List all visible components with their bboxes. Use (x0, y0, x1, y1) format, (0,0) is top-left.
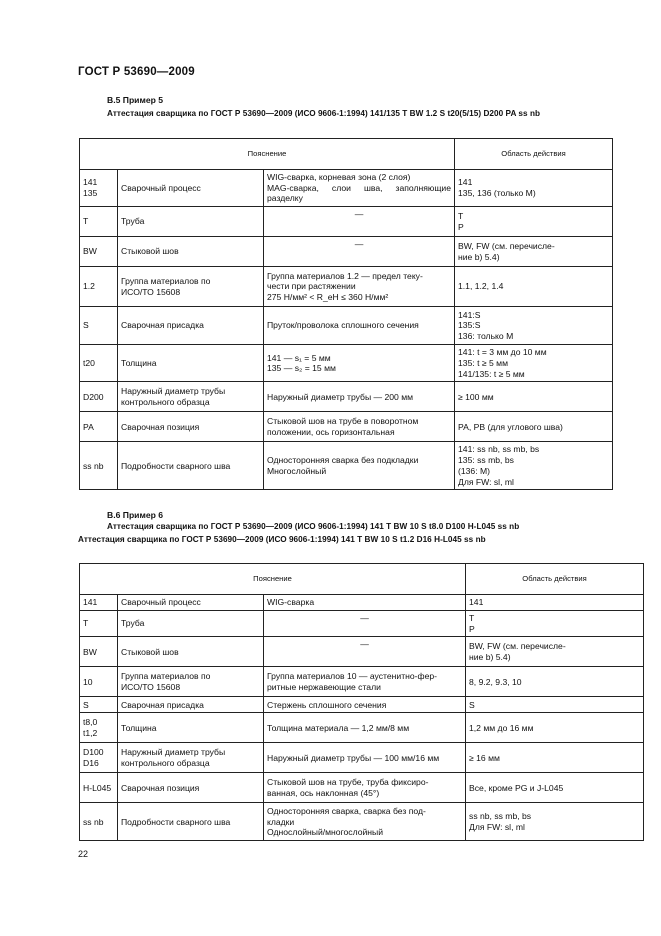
row-scope-cell (455, 207, 613, 237)
table-row (80, 237, 613, 267)
cell-line: Наружный диаметр трубы — 200 мм (267, 391, 414, 402)
cell-line: — (360, 613, 369, 623)
row-code-cell (80, 697, 118, 713)
cell-line: MAG-сварка, слои шва, заполняющие разделку (267, 182, 452, 204)
cell-line: BW, FW (см. перечисле- (458, 240, 555, 251)
cell-line: 135:S (458, 320, 481, 331)
row-code-cell (80, 442, 118, 490)
row-detail-cell (264, 803, 466, 841)
table-row (80, 412, 613, 442)
cell-line: 135, 136 (только М) (458, 188, 536, 199)
cell-line: Стыковой шов на трубе, труба фиксиро- (267, 777, 429, 788)
row-code-cell (80, 412, 118, 442)
row-label-cell (118, 207, 264, 237)
cell-line: Наружный диаметр трубы (121, 386, 226, 397)
row-detail-cell (264, 345, 455, 382)
section-5-subtitle: Аттестация сварщика по ГОСТ Р 53690—2009 (ИСО 9606-1:1994) 141/135 T BW 1.2 S t20(5/15) D200 PA ss nb (107, 109, 541, 118)
cell-line: 275 Н/мм² < R_eH ≤ 360 Н/мм² (267, 292, 389, 303)
cell-line: контрольного образца (121, 396, 210, 407)
cell-line: Толщина (121, 357, 157, 368)
cell-line: D100 (83, 747, 104, 758)
table-row (80, 611, 644, 637)
cell-line: Сварочная присадка (121, 320, 204, 331)
table-row (80, 667, 644, 697)
row-code-cell (80, 667, 118, 697)
table-row (80, 773, 644, 803)
row-code-cell (80, 803, 118, 841)
row-scope-cell (466, 637, 644, 667)
cell-line: Стыковой шов (121, 646, 179, 657)
cell-line: 141: ss nb, ss mb, bs (458, 444, 540, 455)
table-row (80, 713, 644, 743)
row-code-cell (80, 307, 118, 345)
table-row (80, 637, 644, 667)
column-header-explanation: Пояснение (80, 564, 466, 595)
row-scope-cell (466, 595, 644, 611)
cell-line: кладки (267, 816, 295, 827)
row-detail-cell (264, 611, 466, 637)
cell-line: Односторонняя сварка, сварка без под- (267, 805, 426, 816)
cell-line: 135 (83, 188, 98, 199)
row-scope-cell (455, 442, 613, 490)
row-code-cell (80, 743, 118, 773)
table-row (80, 170, 613, 207)
cell-line: PA, PB (для углового шва) (458, 421, 563, 432)
row-scope-cell (466, 667, 644, 697)
cell-line: T (83, 216, 89, 227)
row-detail-cell (264, 267, 455, 307)
cell-line: BW (83, 646, 97, 657)
cell-line: Группа материалов по (121, 671, 211, 682)
cell-line: Все, кроме PG и J-L045 (469, 782, 564, 793)
section-6-subtitle-2: Аттестация сварщика по ГОСТ Р 53690—2009 (ИСО 9606-1:1994) 141 T BW 10 S t1.2 D16 H-L045 ss nb (78, 535, 486, 544)
cell-line: 141 (83, 177, 98, 188)
cell-line: 135 — s₂ = 15 мм (267, 363, 336, 374)
row-code-cell (80, 773, 118, 803)
cell-line: 136: только М (458, 331, 514, 342)
row-label-cell (118, 412, 264, 442)
cell-line: Стержень сплошного сечения (267, 699, 387, 710)
row-detail-cell (264, 773, 466, 803)
cell-line: Труба (121, 216, 145, 227)
cell-line: Многослойный (267, 465, 327, 476)
cell-line: — (360, 639, 369, 650)
cell-line: P (458, 221, 464, 232)
cell-line: 1.2 (83, 281, 95, 292)
column-header-scope: Область действия (455, 139, 613, 170)
cell-line: D200 (83, 391, 104, 402)
cell-line: Сварочная присадка (121, 699, 204, 710)
cell-line: Сварочный процесс (121, 597, 201, 608)
cell-line: Сварочный процесс (121, 182, 201, 193)
table-row (80, 697, 644, 713)
cell-line: Для FW: sl, ml (469, 821, 525, 832)
cell-line: Группа материалов 1.2 — предел теку- (267, 270, 423, 281)
cell-line: WIG-сварка (267, 597, 315, 608)
row-code-cell (80, 207, 118, 237)
cell-line: Группа материалов 10 — аустенитно-фер- (267, 671, 438, 682)
table-row (80, 595, 644, 611)
row-scope-cell (466, 697, 644, 713)
column-header-explanation: Пояснение (80, 139, 455, 170)
row-label-cell (118, 595, 264, 611)
row-label-cell (118, 773, 264, 803)
table-row (80, 307, 613, 345)
row-label-cell (118, 345, 264, 382)
table-row (80, 743, 644, 773)
cell-line: Однослойный/многослойный (267, 827, 384, 838)
cell-line: BW (83, 246, 97, 257)
cell-line: 1,2 мм до 16 мм (469, 722, 534, 733)
row-code-cell (80, 595, 118, 611)
cell-line: Подробности сварного шва (121, 460, 231, 471)
cell-line: P (469, 623, 475, 634)
row-detail-cell (264, 637, 466, 667)
cell-line: PA (83, 421, 94, 432)
cell-line: WIG-сварка, корневая зона (2 слоя) (267, 172, 411, 182)
cell-line: 1.1, 1.2, 1.4 (458, 281, 504, 292)
cell-line: T (458, 210, 464, 221)
cell-line: S (469, 699, 475, 710)
row-code-cell (80, 382, 118, 412)
row-detail-cell (264, 667, 466, 697)
cell-line: ss nb (83, 460, 104, 471)
table-row (80, 207, 613, 237)
row-detail-cell (264, 382, 455, 412)
row-code-cell (80, 267, 118, 307)
row-scope-cell (455, 267, 613, 307)
cell-line: (136: M) (458, 465, 491, 476)
cell-line: Наружный диаметр трубы — 100 мм/16 мм (267, 752, 440, 763)
cell-line: 141:S (458, 309, 481, 320)
document-header: ГОСТ Р 53690—2009 (78, 66, 195, 78)
row-label-cell (118, 267, 264, 307)
cell-line: ≥ 100 мм (458, 391, 494, 402)
row-scope-cell (466, 713, 644, 743)
cell-line: Стыковой шов на трубе в поворотном (267, 416, 419, 427)
row-scope-cell (455, 412, 613, 442)
row-detail-cell (264, 743, 466, 773)
row-label-cell (118, 611, 264, 637)
cell-line: 135: ss mb, bs (458, 455, 514, 466)
example-6-table (79, 563, 644, 841)
row-detail-cell (264, 713, 466, 743)
row-label-cell (118, 803, 264, 841)
cell-line: — (354, 239, 364, 250)
cell-line: ss nb (83, 816, 104, 827)
cell-line: Толщина материала — 1,2 мм/8 мм (267, 722, 410, 733)
row-scope-cell (455, 170, 613, 207)
cell-line: контрольного образца (121, 757, 210, 768)
row-detail-cell (264, 170, 455, 207)
row-scope-cell (455, 345, 613, 382)
cell-line: 135: t ≥ 5 мм (458, 357, 508, 368)
cell-line: Наружный диаметр трубы (121, 747, 226, 758)
cell-line: Группа материалов по (121, 275, 211, 286)
cell-line: t1,2 (83, 727, 98, 738)
example-5-table (79, 138, 613, 490)
cell-line: Для FW: sl, ml (458, 476, 514, 487)
row-scope-cell (466, 611, 644, 637)
row-scope-cell (466, 773, 644, 803)
row-code-cell (80, 345, 118, 382)
table-row (80, 803, 644, 841)
cell-line: 141 (83, 597, 98, 608)
cell-line: положении, ось горизонтальная (267, 426, 395, 437)
row-detail-cell (264, 697, 466, 713)
table-row (80, 382, 613, 412)
cell-line: ние b) 5.4) (458, 251, 500, 262)
row-code-cell (80, 713, 118, 743)
cell-line: — (354, 209, 364, 220)
row-label-cell (118, 170, 264, 207)
cell-line: H-L045 (83, 782, 112, 793)
row-label-cell (118, 382, 264, 412)
row-scope-cell (466, 803, 644, 841)
cell-line: 141 (458, 177, 473, 188)
table-row (80, 267, 613, 307)
cell-line: t8,0 (83, 717, 98, 728)
cell-line: Односторонняя сварка без подкладки (267, 455, 419, 466)
table-row (80, 345, 613, 382)
cell-line: BW, FW (см. перечисле- (469, 641, 566, 652)
table-row (80, 442, 613, 490)
row-code-cell (80, 170, 118, 207)
cell-line: Подробности сварного шва (121, 816, 231, 827)
row-label-cell (118, 713, 264, 743)
page-number: 22 (78, 849, 89, 859)
row-scope-cell (455, 382, 613, 412)
row-label-cell (118, 743, 264, 773)
cell-line: Труба (121, 618, 145, 629)
row-code-cell (80, 611, 118, 637)
row-label-cell (118, 667, 264, 697)
cell-line: S (83, 320, 89, 331)
cell-line: D16 (83, 757, 99, 768)
cell-line: Толщина (121, 722, 157, 733)
cell-line: Сварочная позиция (121, 782, 200, 793)
row-label-cell (118, 307, 264, 345)
cell-line: t20 (83, 357, 95, 368)
cell-line: ≥ 16 мм (469, 752, 500, 763)
row-code-cell (80, 637, 118, 667)
cell-line: 8, 9.2, 9.3, 10 (469, 676, 522, 687)
cell-line: Сварочная позиция (121, 421, 200, 432)
row-scope-cell (455, 237, 613, 267)
cell-line: ИСО/ТО 15608 (121, 286, 181, 297)
column-header-scope: Область действия (466, 564, 644, 595)
cell-line: ванная, ось наклонная (45°) (267, 787, 380, 798)
cell-line: ИСО/ТО 15608 (121, 681, 181, 692)
cell-line: 141 — s₁ = 5 мм (267, 352, 331, 363)
row-scope-cell (455, 307, 613, 345)
row-label-cell (118, 237, 264, 267)
row-code-cell (80, 237, 118, 267)
cell-line: T (83, 618, 89, 629)
row-detail-cell (264, 237, 455, 267)
row-scope-cell (466, 743, 644, 773)
section-6-subtitle-1: Аттестация сварщика по ГОСТ Р 53690—2009 (ИСО 9606-1:1994) 141 T BW 10 S t8.0 D100 H-L045 ss nb (107, 522, 520, 531)
row-detail-cell (264, 207, 455, 237)
row-label-cell (118, 697, 264, 713)
cell-line: 141 (469, 597, 484, 608)
cell-line: 10 (83, 676, 93, 687)
cell-line: ритные нержавеющие стали (267, 681, 381, 692)
cell-line: ss nb, ss mb, bs (469, 811, 532, 822)
cell-line: Пруток/проволока сплошного сечения (267, 320, 419, 331)
cell-line: 141/135: t ≥ 5 мм (458, 368, 525, 379)
cell-line: Стыковой шов (121, 246, 179, 257)
cell-line: чести при растяжении (267, 281, 356, 292)
section-6-title: B.6 Пример 6 (107, 510, 164, 520)
row-detail-cell (264, 307, 455, 345)
row-detail-cell (264, 442, 455, 490)
cell-line: ние b) 5.4) (469, 651, 511, 662)
row-label-cell (118, 442, 264, 490)
row-detail-cell (264, 595, 466, 611)
cell-line: T (469, 613, 475, 623)
section-5-title: B.5 Пример 5 (107, 95, 164, 105)
row-label-cell (118, 637, 264, 667)
row-detail-cell (264, 412, 455, 442)
cell-line: 141: t = 3 мм до 10 мм (458, 347, 547, 358)
cell-line: S (83, 699, 89, 710)
